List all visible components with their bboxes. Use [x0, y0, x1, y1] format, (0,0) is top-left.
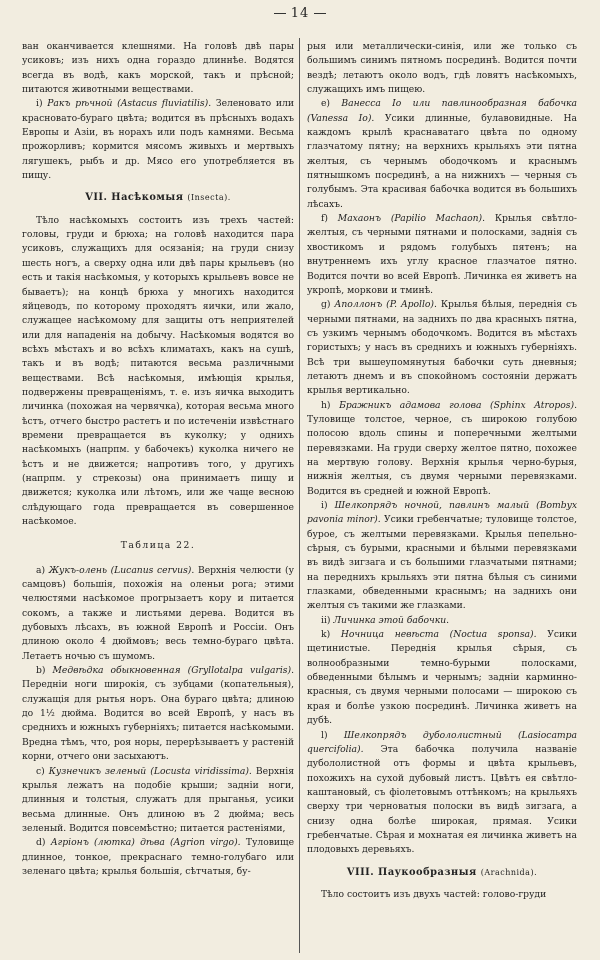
section-latin: (Arachnida). — [480, 867, 538, 877]
entry-text: Крылья свѣтло-желтыя, съ черными пятнами и полосками, заднія съ хвостикомъ и рядомъ голубыхъ пятенъ; на внутреннемъ ихъ углу красное глазчатое пятно. Водится почти во всей Европѣ. Личинка ея живетъ на укропѣ, моркови и тминѣ. — [307, 213, 577, 296]
entry-text: Усики длинные, булавовидные. На каждомъ крылѣ краснаватаго цвѣта по одному глазчатому пятну; на верхнихъ крыльяхъ эти пятна желтыя, съ чернымъ ободочкомъ и краснымъ пятнышкомъ посрединѣ, а на нижнихъ — черныя съ голубымъ. Эта красивая бабочка водится въ большихъ лѣсахъ. — [307, 112, 577, 210]
section-heading-arachnida — [307, 866, 577, 880]
paragraph: ван оканчивается клешнями. На головѣ двѣ пары усиковъ; изъ нихъ одна гораздо длиннѣе. Водятся всегда въ водѣ, какъ морской, такъ и прѣсной; питаются животными веществами. — [22, 41, 294, 96]
entry-lucanus — [22, 564, 294, 664]
section-latin: (Insecta). — [187, 193, 231, 203]
entry-text: Туловище длинное, тонкое, прекраснаго темно-голубаго или зеленаго цвѣта; крылья большія, сѣтчатыя, бу- — [22, 837, 294, 877]
entry-name: Личинка этой бабочки. — [333, 614, 450, 626]
entry-noctua — [307, 628, 577, 728]
entry-marker: i) — [36, 98, 43, 110]
entry-gryllotalpa — [22, 664, 294, 764]
paragraph: рыя или металлически-синія, или же только съ большимъ синимъ пятномъ посрединѣ. Водится почти вездѣ; летаютъ около водъ, гдѣ ловятъ насѣкомыхъ, служащихъ имъ пищею. — [307, 41, 577, 96]
entry-name: Медвѣдка обыкновенная (Gryllotalpa vulgaris). — [52, 665, 294, 677]
entry-text: Передніи ноги широкія, съ зубцами (копательныя), служащія для рытья норъ. Она бураго цвѣта; длиною до 1½ дюйма. Водится во всей Европѣ, у насъ въ среднихъ и южныхъ губерніяхъ; питается насѣкомыми. Вредна тѣмъ, что, роя норы, перерѣзываетъ у растеній корни, отчего они засыхаютъ. — [22, 679, 294, 763]
entry-name: Агріонъ (лютка) дѣва (Agrion virgo). — [50, 837, 241, 849]
entry-vanessa — [307, 97, 577, 212]
entry-name: Ночница невѣста (Noctua sponsa). — [340, 629, 537, 641]
page-number: 14 — [0, 6, 600, 21]
entry-larva — [307, 614, 577, 628]
column-divider — [299, 38, 300, 953]
entry-marker: d) — [36, 837, 46, 849]
entry-marker: ii) — [321, 614, 331, 626]
entry-marker: b) — [36, 665, 46, 677]
entry-marker: h) — [321, 399, 331, 411]
table-heading: Таблица 22. — [120, 540, 196, 552]
entry-agrion — [22, 836, 294, 879]
entry-apollo — [307, 298, 577, 398]
paragraph: Тѣло состоитъ изъ двухъ частей: голово-груди — [321, 888, 547, 900]
right-column — [307, 40, 577, 945]
entry-name: Аполлонъ (P. Apollo). — [334, 299, 437, 311]
entry-name: Ванесса Іо или павлинообразная бабочка (Vanessa Io). — [307, 98, 577, 124]
entry-text: Эта бабочка получила названіе дубололистной отъ формы и цвѣта крыльевъ, похожихъ на сухой дубовый листъ. Цвѣтъ ея свѣтло-каштановый, съ фіолетовымъ оттѣнкомъ; на крыльяхъ сверху три черноватыя полоски въ видѣ зигзага, а снизу одна болѣе широкая, прямая. Усики гребенчатые. Сѣрая и мохнатая ея личинка живетъ на плодовыхъ деревьяхъ. — [307, 743, 577, 856]
entry-locusta — [22, 765, 294, 837]
section-title: VIII. Паукообразныя — [346, 866, 477, 878]
section-heading-insects — [22, 191, 294, 205]
entry-text: Усики щетинистые. Переднія крылья сѣрыя, съ волнообразными темно-бурыми полосками, обведенными бѣлымъ и чернымъ; задніи карминно-красныя, съ двумя черными полосами — широкою съ края и болѣе узкою посрединѣ. Личинка живетъ на дубѣ. — [307, 629, 577, 727]
entry-marker: i) — [321, 500, 328, 511]
entry-marker: k) — [321, 629, 331, 641]
entry-marker: g) — [321, 299, 331, 311]
entry-marker: a) — [36, 564, 46, 576]
entry-bombyx — [307, 499, 577, 614]
entry-astacus — [22, 97, 294, 183]
entry-name: Ракъ рѣчной (Astacus fluviatilis). — [47, 98, 212, 110]
entry-text: Туловище толстое, черное, съ широкою голубою полосою вдоль спины и поперечными желтыми перевязками. На груди сверху желтое пятно, похожее на мертвую голову. Верхнія крылья черно-бурыя, нижнія желтыя, съ двумя черными перевязками. Водится въ средней и южной Европѣ. — [307, 413, 577, 497]
entry-atropos — [307, 399, 577, 499]
entry-lasiocampa — [307, 729, 577, 858]
entry-marker: f) — [321, 213, 328, 225]
left-column — [22, 40, 294, 945]
entry-text: Зеленовато или красновато-бураго цвѣта; водится въ прѣсныхъ водахъ Европы и Азіи, въ норахъ или подъ камнями. Весьма прожорливъ; кормится мясомъ живыхъ и мертвыхъ лягушекъ, рыбъ и др. Мясо его употребляется въ пищу. — [22, 98, 294, 182]
entry-name: Кузнечикъ зеленый (Locusta viridissima). — [48, 765, 252, 777]
entry-name: Махаонъ (Papilio Machaon). — [337, 213, 486, 225]
section-title: VII. Насѣкомыя — [85, 192, 184, 204]
entry-text: Верхнія крылья лежатъ на подобіе крыши; задніи ноги, длинныя и толстыя, служатъ для прыганья, усики весьма длинные. Онъ длиною въ 2 дюйма; весь зеленый. Водится повсемѣстно; питается растеніями, — [22, 765, 294, 834]
entry-name: Шелкопрядъ дубололистный (Lasiocampa quercifolia). — [307, 729, 577, 755]
entry-text: Верхнія челюсти (у самцовъ) большія, похожія на оленьи рога; этими челюстями насѣкомое прогрызаетъ кору и питается сокомъ, а также и листьями дерева. Водится въ дубовыхъ лѣсахъ, въ южной Европѣ и Россіи. Онъ длиною около 4 дюймовъ; весь темно-бураго цвѣта. Летаетъ ночью съ шумомъ. — [22, 564, 294, 662]
entry-name: Бражникъ адамова голова (Sphinx Atropos). — [339, 399, 577, 411]
entry-marker: c) — [36, 765, 45, 777]
entry-marker: l) — [321, 729, 328, 741]
entry-name: Жукъ-олень (Lucanus cervus). — [48, 564, 195, 576]
entry-name: Шелкопрядъ ночной, павлинъ малый (Bombyx pavonia minor). — [307, 500, 577, 526]
paragraph: Тѣло насѣкомыхъ состоитъ изъ трехъ частей: головы, груди и брюха; на головѣ находится пара усиковъ, служащихъ для осязанія; на груди снизу шесть ногъ, а сверху одна или двѣ пары крыльевъ (но есть и такія насѣкомыя, у которыхъ крыльевъ вовсе не бываетъ); на концѣ брюха у многихъ находится яйцеводъ, по которому проходятъ яички, или жало, служащее насѣкомому для защиты отъ неприятелей или для нападенія на добычу. Насѣкомыя водятся во всѣхъ мѣстахъ и во всѣхъ климатахъ, какъ на сушѣ, такъ и въ водѣ; питаются весьма различными веществами. Всѣ насѣкомыя, имѣющія крылья, подвержены превращеніямъ, т. е. изъ яичка выходитъ личинка (похожая на червячка), которая весьма много ѣстъ, отчего быстро растетъ и по истеченіи извѣстнаго времени превращается въ куколку; у однихъ насѣкомыхъ (напрпм. у бабочекъ) куколка ничего не ѣстъ и не движется; напротивъ того, у другихъ (напрпм. у стрекозы) она принимаетъ пищу и движется; куколка или лѣтомъ, или же чаще весною слѣдующаго года превращается въ совершенное насѣкомое. — [22, 214, 294, 527]
entry-marker: e) — [321, 98, 331, 110]
entry-machaon — [307, 212, 577, 298]
entry-text: Усики гребенчатые; туловище толстое, бурое, съ желтыми перевязками. Крылья пепельно-сѣрыя, съ бурыми, красными и бѣлыми перевязками въ видѣ зигзага и съ большими глазчатыми пятнами; на переднихъ крыльяхъ эти пятна бѣлыя съ синими глазками, обведенными краснымъ; на заднихъ они желтыя съ такими же глазками. — [307, 514, 577, 612]
entry-text: Крылья бѣлыя, переднія съ черными пятнами, на заднихъ по два красныхъ пятна, съ узкимъ чернымъ ободочкомъ. Водится въ мѣстахъ гористыхъ; у насъ въ среднихъ и южныхъ губерніяхъ. Всѣ три вышеупомянутыя бабочки суть дневныя; летаютъ днемъ и въ спокойномъ состояніи держатъ крылья вертикально. — [307, 299, 577, 397]
